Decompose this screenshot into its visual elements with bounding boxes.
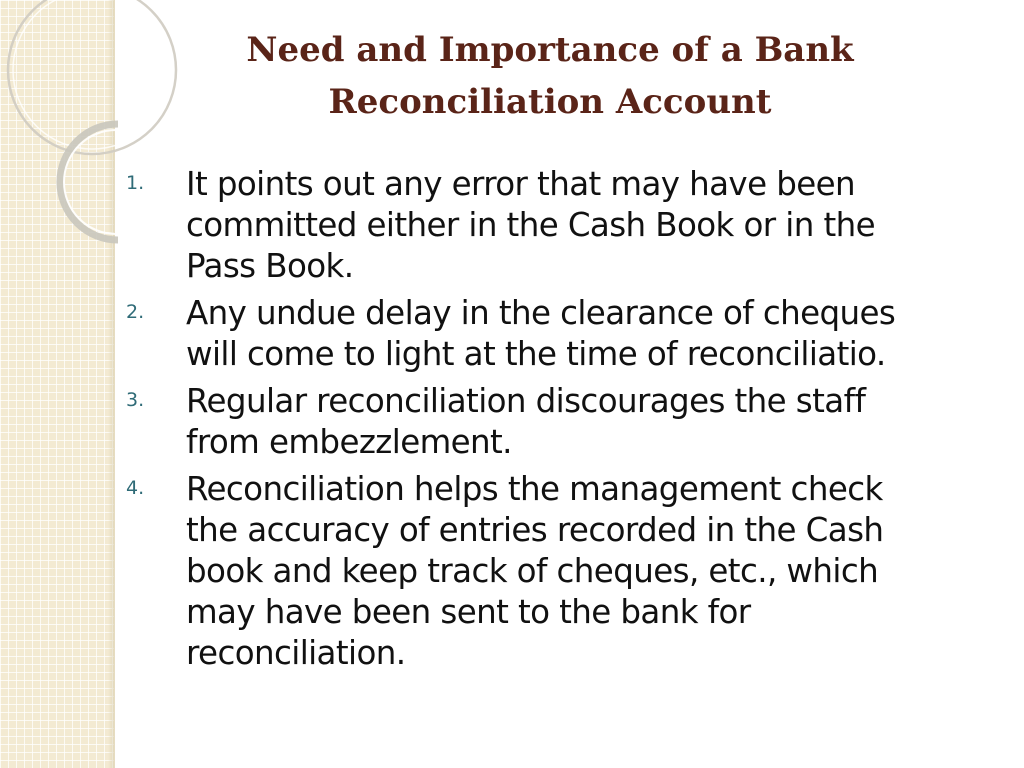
list-item-line: will come to light at the time of reconciliatio. xyxy=(186,335,886,373)
list-item-2 xyxy=(126,293,1006,375)
slide-title-line-1: Need and Importance of a Bank xyxy=(246,30,854,70)
list-item-line: the accuracy of entries recorded in the Cash xyxy=(186,511,884,549)
list-item-line: committed either in the Cash Book or in the xyxy=(186,206,875,244)
list-item-line: Pass Book. xyxy=(186,247,354,285)
list-item-line: Regular reconciliation discourages the staff xyxy=(186,382,866,420)
list-item-number: 4. xyxy=(126,477,145,499)
list-item-line: Reconciliation helps the management check xyxy=(186,470,883,508)
list-item-line: reconciliation. xyxy=(186,634,406,672)
list-item-1 xyxy=(126,164,1006,287)
numbered-list xyxy=(126,164,1006,680)
list-item-number: 3. xyxy=(126,389,145,411)
list-item-number: 1. xyxy=(126,172,145,194)
list-item-line: It points out any error that may have been xyxy=(186,165,856,203)
list-item-3 xyxy=(126,381,1006,463)
decorative-ring-small xyxy=(60,124,118,240)
slide-title xyxy=(150,24,950,128)
list-item-line: Any undue delay in the clearance of cheques xyxy=(186,294,896,332)
list-item-line: may have been sent to the bank for xyxy=(186,593,751,631)
list-item-line: book and keep track of cheques, etc., which xyxy=(186,552,879,590)
list-item-line: from embezzlement. xyxy=(186,423,512,461)
list-item-4 xyxy=(126,469,1006,674)
list-item-number: 2. xyxy=(126,301,145,323)
slide-title-line-2: Reconciliation Account xyxy=(328,82,772,122)
